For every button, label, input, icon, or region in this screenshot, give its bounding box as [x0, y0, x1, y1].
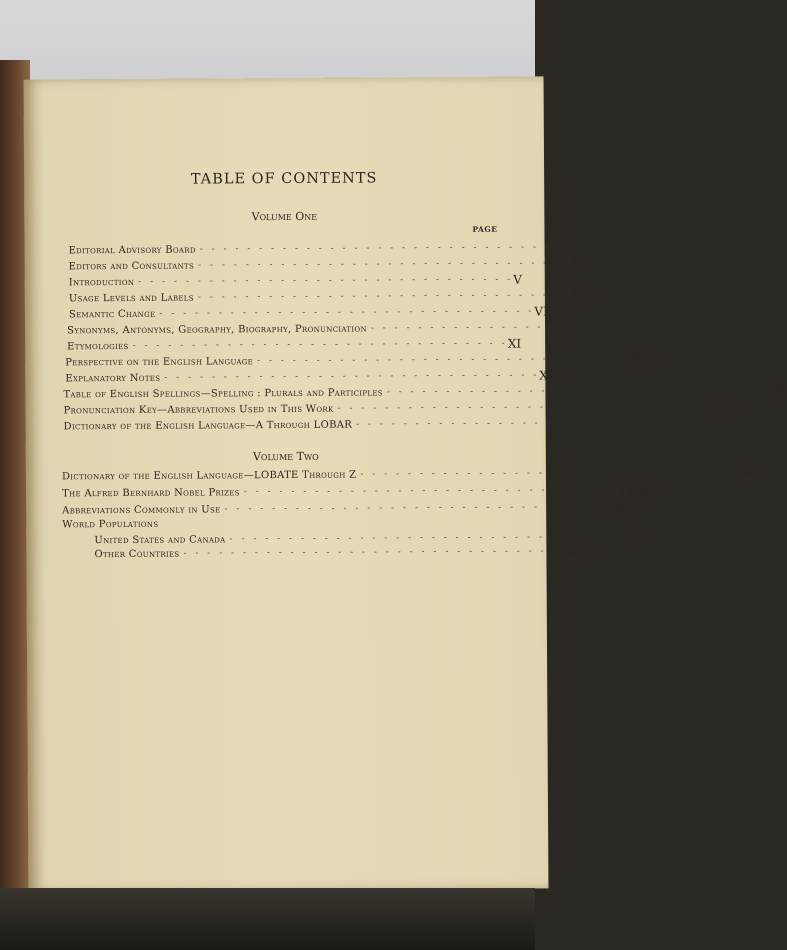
page-title: TABLE OF CONTENTS: [190, 170, 378, 188]
toc-entry: [62, 482, 650, 502]
leader-dots: - - - - - - - - - - - - - - - - - - - - - - - - - - - - - - - -: [199, 242, 575, 255]
toc-entry-label: The Alfred Bernhard Nobel Prizes: [62, 487, 240, 500]
leader-dots: - - - - - - - - - - - - - - - - - - - - - - - - - - - - - - - -: [356, 417, 732, 430]
toc-entry-label: Usage Levels and Labels: [68, 292, 194, 305]
toc-entry: [61, 465, 759, 485]
toc-entry-label: Explanatory Notes: [65, 372, 161, 385]
toc-entry: [62, 499, 631, 519]
leader-dots: - - - - - - - - - - - - - - - - - - - - - - - - - - - - - - - -: [224, 502, 600, 515]
toc-entry-label: Editors and Consultants: [68, 260, 195, 273]
toc-entry-page: X: [745, 319, 755, 334]
toc-entry: [68, 240, 589, 259]
world-populations-heading: World Populations: [62, 518, 159, 531]
toc-entry: [65, 351, 651, 371]
toc-entry-label: Editorial Advisory Board: [68, 244, 196, 257]
leader-dots: - - - - - - - - - - - - - - - - - - - - - - - - - - - - - - - -: [164, 370, 540, 383]
table-surface: [0, 888, 535, 950]
toc-entry-label: Semantic Change: [68, 308, 156, 321]
toc-entry: [65, 368, 562, 387]
toc-entry-page: XVI: [539, 368, 562, 383]
toc-entry-label: Pronunciation Key—Abbreviations Used in This Work: [63, 403, 334, 417]
toc-entry-label: Introduction: [68, 276, 135, 289]
toc-entry-page: VII: [534, 304, 553, 319]
toc-entry-page: V: [513, 272, 523, 287]
leader-dots: - - - - - - - - - - - - - - - - - - - - - - - - - - - - - - - -: [257, 353, 633, 367]
toc-entry-page: III: [574, 240, 589, 255]
leader-dots: - - - - - - - - - - - - - - - - - - - - - - - - - - - - - - - -: [132, 338, 508, 351]
toc-entry-page: XI: [507, 336, 522, 351]
toc-entry-page: 1479: [604, 529, 636, 545]
toc-entry-page: 1466: [618, 482, 650, 497]
toc-entry-page: XII: [632, 351, 651, 366]
book-page: [24, 76, 784, 891]
toc-entry-page: 1469: [599, 499, 631, 515]
leader-dots: - - - - - - - - - - - - - - - - - - - - - - - - - - - - - - - -: [183, 546, 559, 559]
toc-entry: [63, 399, 730, 419]
toc-entry-label: Perspective on the English Language: [65, 356, 254, 369]
toc-entry-page: 1493: [558, 544, 590, 559]
toc-entry-label: Abbreviations Commonly in Use: [62, 504, 221, 517]
page-column-header: PAGE: [472, 224, 498, 234]
toc-entry: [63, 382, 784, 403]
leader-dots: - - - - - - - - - - - - - - - - - - - - - - - - - - - - - - - -: [386, 385, 762, 398]
toc-entry-page: XX: [712, 399, 730, 414]
toc-entry-label: United States and Canada: [94, 534, 226, 547]
leader-dots: - - - - - - - - - - - - - - - - - - - - - - - - - - - - - - - -: [159, 306, 535, 319]
leader-dots: - - - - - - - - - - - - - - - - - - - - - - - - - - - - - - - -: [370, 321, 746, 334]
background-surface: [0, 0, 535, 82]
toc-entry-page: 747: [735, 465, 759, 480]
toc-entry: [67, 337, 521, 355]
toc-entry-label: Synonyms, Antonyms, Geography, Biography, Pronunciation: [67, 323, 367, 337]
leader-dots: - - - - - - - - - - - - - - - - - - - - - - - - - - - - - - - -: [198, 258, 574, 271]
leader-dots: - - - - - - - - - - - - - - - - - - - - - - - - - - - - - - - -: [197, 290, 573, 303]
toc-entry-label: Other Countries: [94, 548, 180, 561]
toc-entry: [68, 304, 553, 323]
toc-entry: [94, 544, 590, 563]
toc-entry-page: VI: [572, 288, 587, 303]
toc-entry-label: Dictionary of the English Language—LOBATE Through Z: [61, 469, 357, 483]
leader-dots: - - - - - - - - - - - - - - - - - - - - - - - - - - - - - - - -: [360, 467, 736, 480]
volume-two-heading: Volume Two: [252, 449, 319, 464]
toc-entry: [68, 256, 587, 275]
leader-dots: - - - - - - - - - - - - - - - - - - - - - - - - - - - - - - - -: [243, 484, 619, 498]
toc-entry-label: Table of English Spellings—Spelling : Plurals and Participles: [63, 387, 383, 401]
toc-entry: [69, 273, 521, 291]
toc-entry-page: 1: [731, 415, 739, 430]
leader-dots: - - - - - - - - - - - - - - - - - - - - - - - - - - - - - - - -: [229, 532, 605, 545]
leader-dots: - - - - - - - - - - - - - - - - - - - - - - - - - - - - - - - -: [138, 274, 514, 287]
toc-entry: [68, 288, 587, 307]
toc-entry-page: IV: [573, 256, 587, 271]
leader-dots: - - - - - - - - - - - - - - - - - - - - - - - - - - - - - - - -: [337, 401, 713, 414]
toc-entry: [67, 319, 755, 339]
volume-one-heading: Volume One: [251, 209, 318, 224]
toc-entry-label: Dictionary of the English Language—A Through LOBAR: [63, 419, 353, 433]
toc-entry-label: Etymologies: [67, 340, 129, 353]
toc-entry-page: XIX: [761, 382, 784, 398]
toc-entry: [63, 415, 739, 435]
